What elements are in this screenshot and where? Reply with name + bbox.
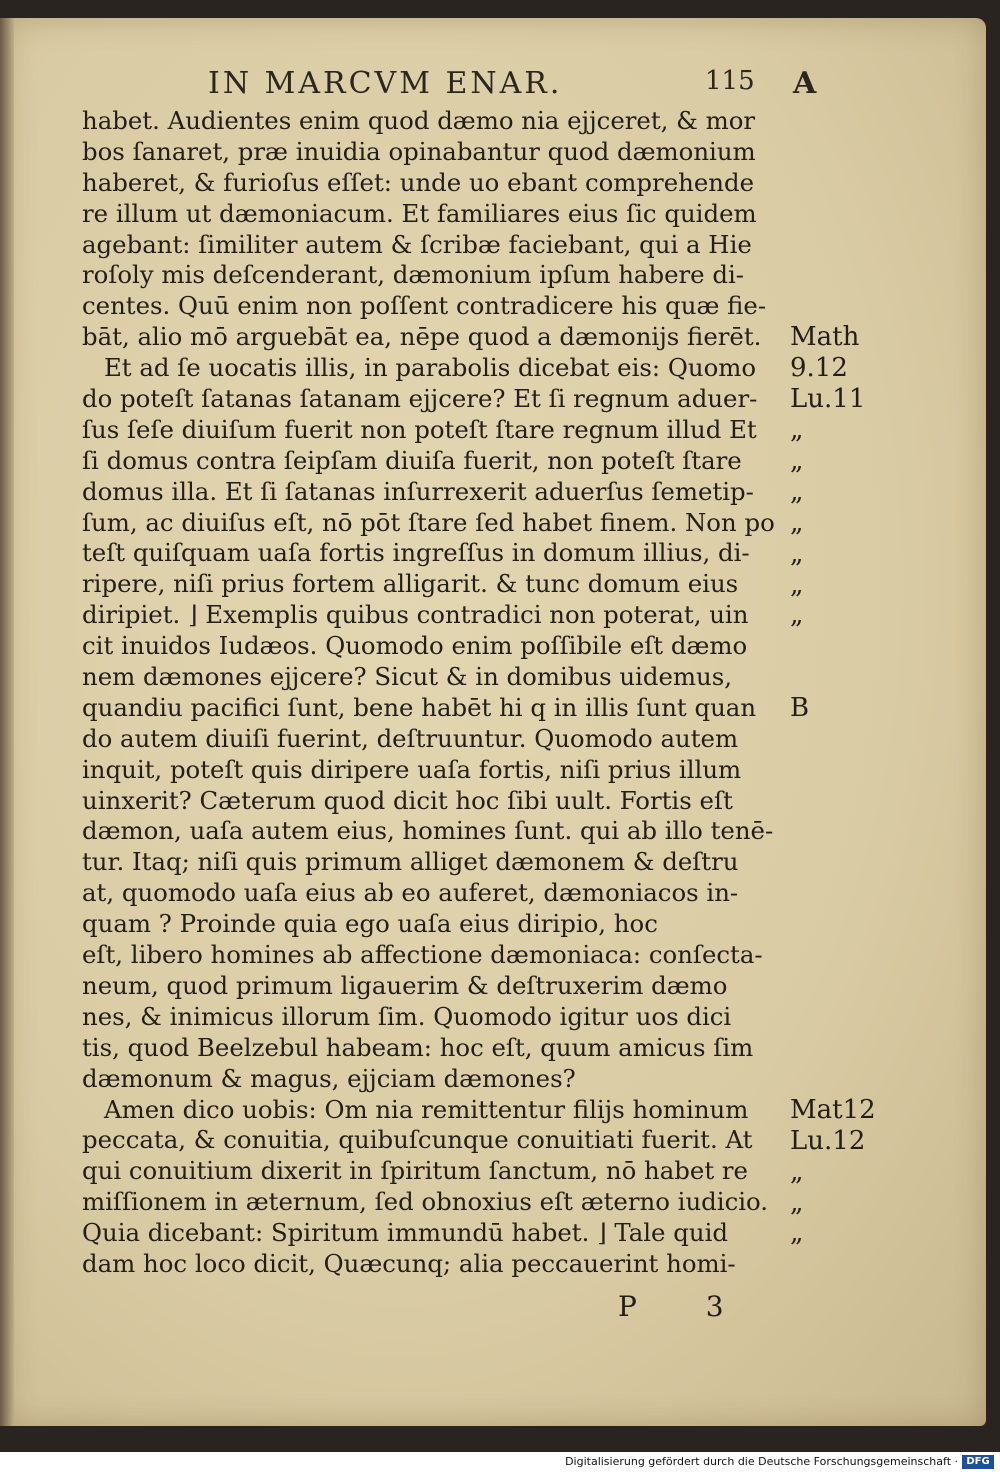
text-line: at, quomodo uaſa eius ab eo auferet, dæmoniacos in-	[82, 878, 739, 908]
text-line: bāt, alio mō arguebāt ea, nēpe quod a dæmonijs fierēt.	[82, 322, 762, 352]
text-line: quandiu pacifici ſunt, bene habēt hi q in illis ſunt quan	[82, 692, 757, 722]
margin-note: „	[790, 569, 804, 600]
text-line: roſoly mis deſcenderant, dæmonium ipſum habere di-	[82, 260, 745, 290]
text-line: centes. Quū enim non poſſent contradicere his quæ fie-	[82, 291, 767, 321]
text-line: haberet, & furioſus eſſet: unde uo ebant comprehende	[82, 167, 755, 197]
text-line: domus illa. Et ſi ſatanas inſurrexerit aduerſus ſemetip-	[82, 476, 754, 506]
section-letter: A	[793, 66, 817, 101]
text-line: ripere, niſi prius fortem alligarit. & tunc domum eius	[82, 569, 739, 599]
text-line: bos ſanaret, præ inuidia opinabantur quod dæmonium	[82, 136, 756, 166]
text-line: peccata, & conuitia, quibuſcunque conuitiati fuerit. At	[82, 1125, 753, 1155]
margin-note: „	[790, 445, 804, 476]
text-line: tur. Itaq; niſi quis primum alliget dæmonem & deſtru	[82, 847, 739, 877]
text-line: miſſionem in æternum, ſed obnoxius eſt æterno iudicio.	[82, 1187, 769, 1217]
margin-note: „	[790, 1187, 804, 1218]
margin-note: „	[790, 476, 804, 507]
body-text	[82, 106, 782, 1280]
text-line: dam hoc loco dicit, Quæcunq; alia peccauerint homi-	[82, 1248, 736, 1278]
text-line: quam ? Proinde quia ego uaſa eius diripio, hoc	[82, 909, 658, 939]
margin-note: 9.12	[790, 353, 848, 384]
margin-note: B	[790, 693, 810, 724]
text-line: uinxerit? Cæterum quod dicit hoc ſibi uult. Fortis eſt	[82, 785, 733, 815]
text-line: ſus ſeſe diuiſum fuerit non poteſt ſtare regnum illud Et	[82, 414, 757, 444]
text-line: nes, & inimicus illorum ſim. Quomodo igitur uos dici	[82, 1001, 732, 1031]
margin-note: „	[790, 600, 804, 631]
text-line: do autem diuiſi fuerint, deſtruuntur. Quomodo autem	[82, 723, 739, 753]
text-line: ſum, ac diuiſus eſt, nō pōt ſtare ſed habet finem. Non po	[82, 507, 775, 537]
signature-mark: P 3	[618, 1290, 754, 1323]
margin-note: „	[790, 415, 804, 445]
text-line: teſt quiſquam uaſa fortis ingreſſus in domum illius, di-	[82, 538, 750, 568]
text-line: re illum ut dæmoniacum. Et familiares eius ſic quidem	[82, 198, 757, 228]
text-line: neum, quod primum ligauerim & deſtruxerim dæmo	[82, 970, 728, 1000]
digitization-footer	[0, 1452, 1000, 1474]
text-line: cit inuidos Iudæos. Quomodo enim poſſibile eſt dæmo	[82, 631, 748, 661]
text-line: Quia dicebant: Spiritum immundū habet. ⌋ Tale quid	[82, 1218, 728, 1248]
text-line: agebant: ſimiliter autem & ſcribæ faciebant, qui a Hie	[82, 229, 752, 259]
margin-note: Mat12	[790, 1094, 876, 1125]
funding-credit: Digitalisierung gefördert durch die Deutsche Forschungsgemeinschaft ·	[565, 1455, 958, 1468]
text-line: Amen dico uobis: Om nia remittentur filijs hominum	[104, 1094, 749, 1124]
text-line: tis, quod Beelzebul habeam: hoc eſt, quum amicus ſim	[82, 1032, 754, 1062]
page-gutter	[0, 18, 14, 1426]
text-line: Et ad ſe uocatis illis, in parabolis dicebat eis: Quomo	[104, 353, 757, 383]
text-line: eſt, libero homines ab affectione dæmoniaca: conſecta-	[82, 940, 763, 970]
margin-note: Math	[790, 322, 860, 353]
margin-note: „	[790, 1156, 804, 1187]
dfg-logo: DFG	[962, 1455, 994, 1469]
text-line: nem dæmones ejjcere? Sicut & in domibus uidemus,	[82, 662, 733, 692]
text-line: habet. Audientes enim quod dæmo nia ejjceret, & mor	[82, 106, 756, 135]
text-line: dæmonum & magus, ejjciam dæmones?	[82, 1063, 576, 1093]
text-line: inquit, poteſt quis diripere uaſa fortis, niſi prius illum	[82, 754, 742, 784]
text-line: dæmon, uaſa autem eius, homines ſunt. qui ab illo tenē-	[82, 816, 774, 846]
text-line: do poteſt ſatanas ſatanam ejjcere? Et ſi regnum aduer-	[82, 384, 758, 414]
text-line: qui conuitium dixerit in ſpiritum ſanctum, nō habet re	[82, 1156, 748, 1186]
margin-note: „	[790, 538, 804, 569]
margin-note: Lu.11	[790, 384, 866, 415]
margin-note: Lu.12	[790, 1125, 866, 1156]
margin-note: „	[790, 1218, 804, 1249]
folio-number: 115	[705, 66, 755, 96]
text-line: diripiet. ⌋ Exemplis quibus contradici non poterat, uin	[82, 600, 749, 630]
running-title: IN MARCVM ENAR.	[208, 66, 563, 101]
text-line: ſi domus contra ſeipſam diuiſa fuerit, non poteſt ſtare	[82, 445, 742, 475]
margin-note: „	[790, 507, 804, 538]
